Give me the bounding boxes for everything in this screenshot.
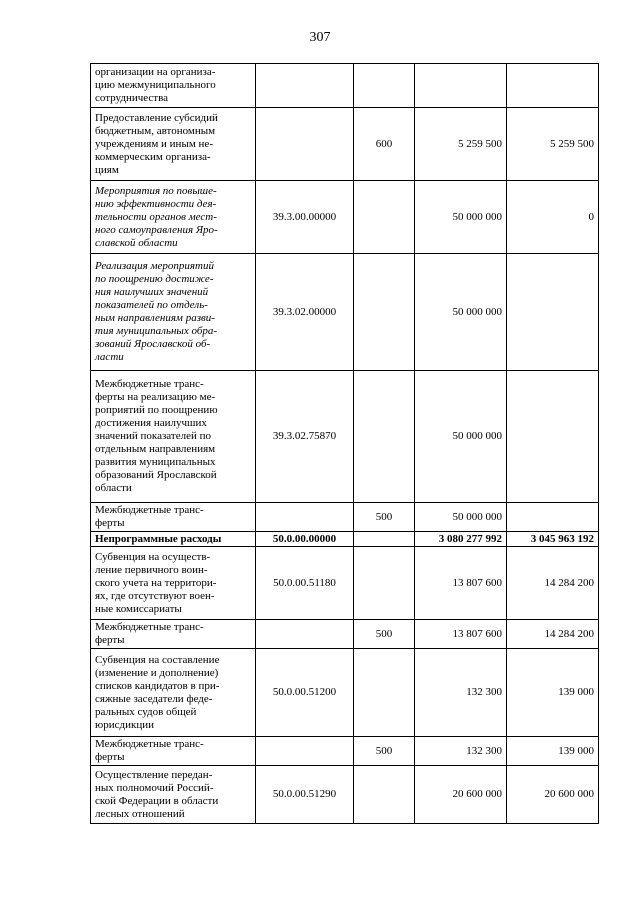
- table-row: [91, 108, 599, 181]
- row-expense-type-cell: [354, 649, 415, 737]
- row-name-cell: Межбюджетные транс- ферты на реализацию ме- роприятий по поощрению достижения наилучших значений показателей по отдельным направлениям развития муниципальных образований Ярославской области: [91, 371, 256, 503]
- row-expense-type-cell: 500: [354, 503, 415, 532]
- row-name-cell: Межбюджетные транс- ферты: [91, 737, 256, 766]
- row-amount-1-cell: 50 000 000: [415, 371, 507, 503]
- table-row: [91, 64, 599, 108]
- row-amount-1-cell: 50 000 000: [415, 254, 507, 371]
- row-name-cell: Непрограммные расходы: [91, 532, 256, 547]
- row-name-cell: Осуществление передан- ных полномочий Россий- ской Федерации в области лесных отношений: [91, 766, 256, 824]
- row-amount-2-cell: 14 284 200: [507, 547, 599, 620]
- row-code-cell: 39.3.02.00000: [256, 254, 354, 371]
- row-name-cell: Предоставление субсидий бюджетным, автономным учреждениям и иным не- коммерческим организа- циям: [91, 108, 256, 181]
- budget-table: [90, 63, 599, 824]
- row-amount-1-cell: 13 807 600: [415, 620, 507, 649]
- row-name-cell: Межбюджетные транс- ферты: [91, 503, 256, 532]
- row-amount-2-cell: [507, 503, 599, 532]
- row-amount-2-cell: 5 259 500: [507, 108, 599, 181]
- row-code-cell: [256, 503, 354, 532]
- row-amount-2-cell: [507, 254, 599, 371]
- row-code-cell: [256, 620, 354, 649]
- row-expense-type-cell: [354, 766, 415, 824]
- table-row: [91, 547, 599, 620]
- row-code-cell: 50.0.00.51290: [256, 766, 354, 824]
- row-name-cell: Субвенция на составление (изменение и дополнение) списков кандидатов в при- сяжные заседатели феде- ральных судов общей юрисдикции: [91, 649, 256, 737]
- row-amount-2-cell: 14 284 200: [507, 620, 599, 649]
- row-amount-1-cell: [415, 64, 507, 108]
- row-name-cell: Субвенция на осуществ- ление первичного воин- ского учета на территори- ях, где отсутствуют воен- ные комиссариаты: [91, 547, 256, 620]
- row-amount-2-cell: [507, 64, 599, 108]
- row-code-cell: 50.0.00.51200: [256, 649, 354, 737]
- row-expense-type-cell: 500: [354, 737, 415, 766]
- row-amount-2-cell: 139 000: [507, 649, 599, 737]
- row-code-cell: 39.3.02.75870: [256, 371, 354, 503]
- table-row: [91, 737, 599, 766]
- row-amount-2-cell: 139 000: [507, 737, 599, 766]
- row-code-cell: 50.0.00.51180: [256, 547, 354, 620]
- row-amount-2-cell: 20 600 000: [507, 766, 599, 824]
- row-amount-1-cell: 13 807 600: [415, 547, 507, 620]
- row-name-cell: Реализация мероприятий по поощрению достиже- ния наилучших значений показателей по отдель- ным направлениям разви- тия муниципальных обра- зований Ярославской об- ласти: [91, 254, 256, 371]
- row-name-cell: Мероприятия по повыше- нию эффективности дея- тельности органов мест- ного самоуправления Яро- славской области: [91, 181, 256, 254]
- row-amount-1-cell: 5 259 500: [415, 108, 507, 181]
- row-amount-1-cell: 132 300: [415, 649, 507, 737]
- row-expense-type-cell: [354, 547, 415, 620]
- budget-table-body: [91, 64, 599, 824]
- row-expense-type-cell: [354, 181, 415, 254]
- row-code-cell: [256, 64, 354, 108]
- table-row: [91, 254, 599, 371]
- row-amount-2-cell: 3 045 963 192: [507, 532, 599, 547]
- table-row: [91, 532, 599, 547]
- row-code-cell: [256, 108, 354, 181]
- row-expense-type-cell: [354, 371, 415, 503]
- table-row: [91, 620, 599, 649]
- row-code-cell: 50.0.00.00000: [256, 532, 354, 547]
- row-amount-2-cell: [507, 371, 599, 503]
- row-expense-type-cell: 500: [354, 620, 415, 649]
- row-amount-2-cell: 0: [507, 181, 599, 254]
- row-amount-1-cell: 50 000 000: [415, 181, 507, 254]
- row-amount-1-cell: 50 000 000: [415, 503, 507, 532]
- row-amount-1-cell: 3 080 277 992: [415, 532, 507, 547]
- row-expense-type-cell: 600: [354, 108, 415, 181]
- row-amount-1-cell: 132 300: [415, 737, 507, 766]
- page-number: 307: [309, 30, 331, 45]
- row-code-cell: [256, 737, 354, 766]
- table-row: [91, 766, 599, 824]
- row-expense-type-cell: [354, 532, 415, 547]
- row-amount-1-cell: 20 600 000: [415, 766, 507, 824]
- table-row: [91, 649, 599, 737]
- row-name-cell: организации на организа- цию межмуниципального сотрудничества: [91, 64, 256, 108]
- row-expense-type-cell: [354, 254, 415, 371]
- table-row: [91, 503, 599, 532]
- row-name-cell: Межбюджетные транс- ферты: [91, 620, 256, 649]
- table-row: [91, 181, 599, 254]
- row-expense-type-cell: [354, 64, 415, 108]
- table-row: [91, 371, 599, 503]
- row-code-cell: 39.3.00.00000: [256, 181, 354, 254]
